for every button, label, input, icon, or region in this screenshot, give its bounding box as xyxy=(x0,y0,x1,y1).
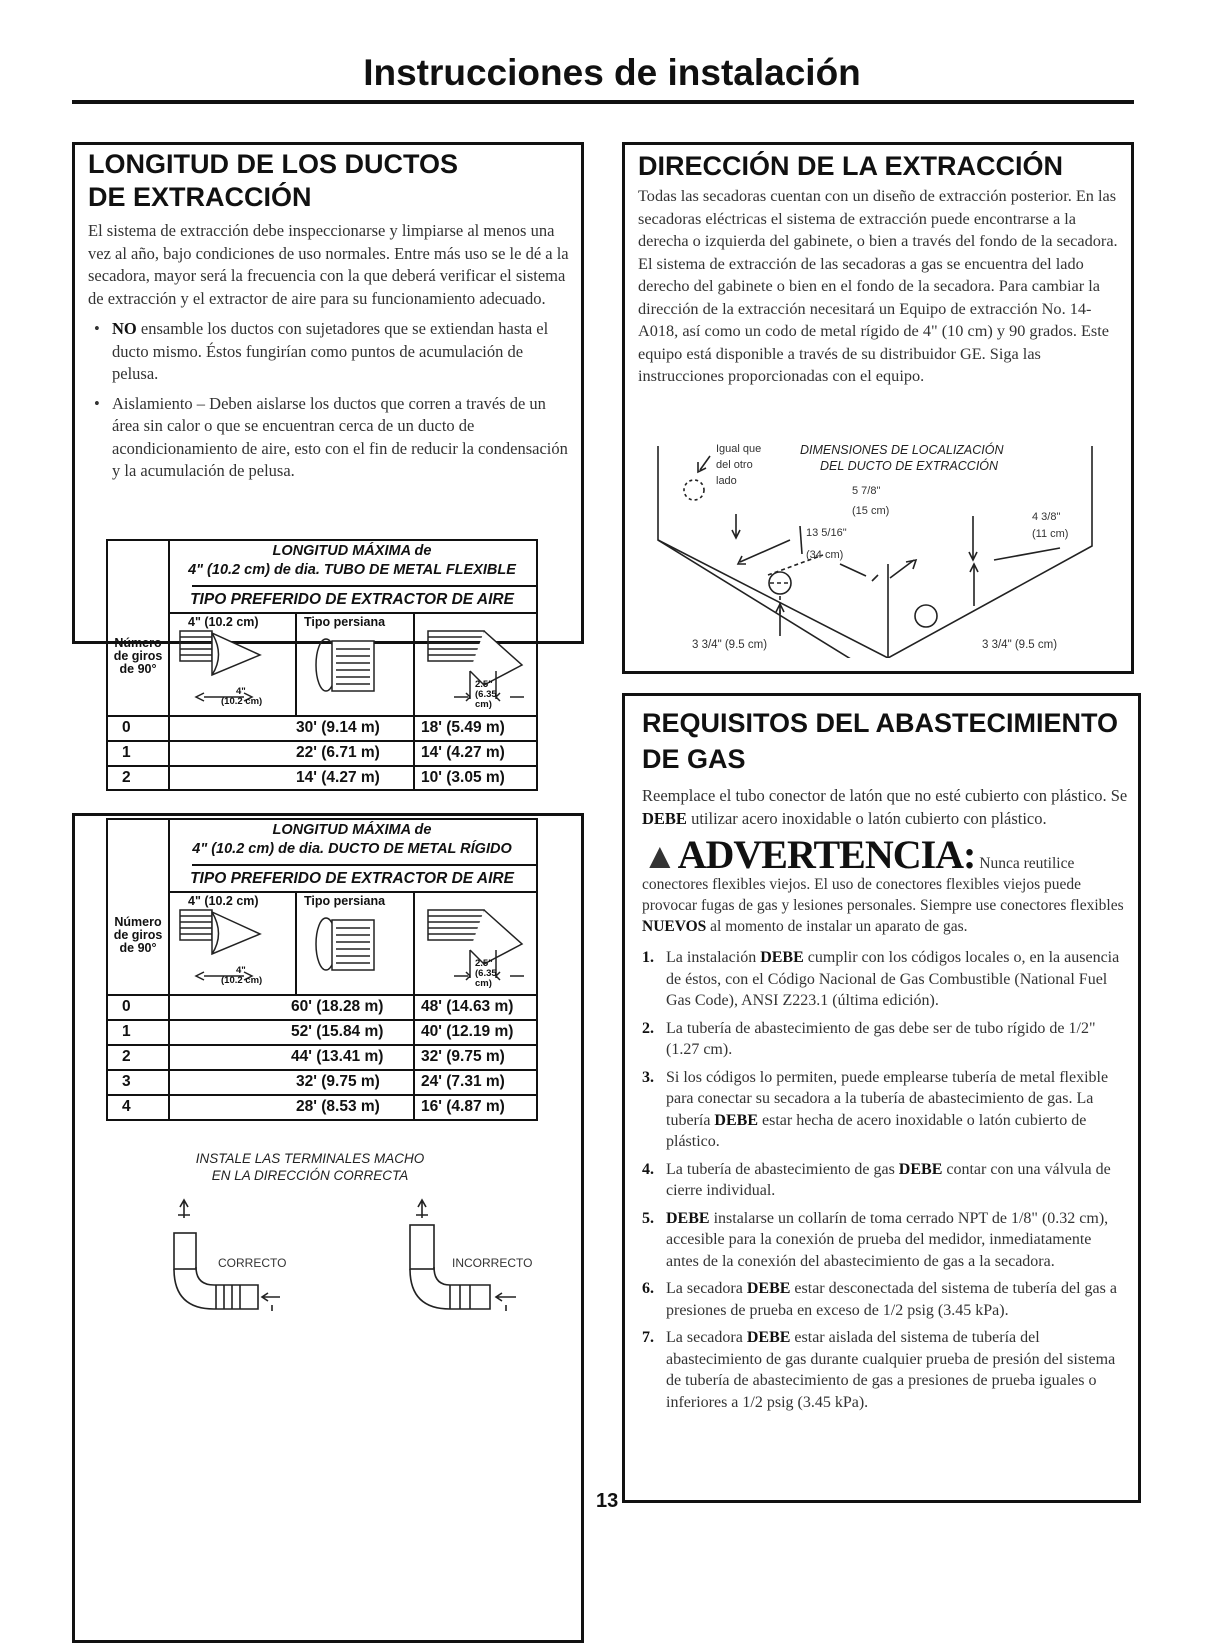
turns-count: 1 xyxy=(122,744,131,761)
table-header-line2: 4" (10.2 cm) de dia. TUBO DE METAL FLEXIBLE xyxy=(188,562,516,578)
gas-heading-line2: DE GAS xyxy=(642,744,746,774)
bullet-text: Aislamiento – Deben aislarse los ductos que corren a través de un área sin calor o que se encuentran cerca de un ducto de acondicionamiento de aire, esto con el fin de reducir la condensación y la acumulación de pelusa. xyxy=(112,393,568,480)
table-header-line3: TIPO PREFERIDO DE EXTRACTOR DE AIRE xyxy=(190,591,514,608)
turns-label: Número de giros de 90° xyxy=(113,915,163,955)
dim-label: (6.35 xyxy=(475,689,497,700)
item-number: 2. xyxy=(642,1019,654,1037)
gas-intro xyxy=(642,785,1128,830)
louvered-hood-icon xyxy=(316,918,374,970)
same-side-label-1: Igual que xyxy=(716,443,762,455)
round-hood-icon xyxy=(180,910,260,980)
warning-bold: NUEVOS xyxy=(642,918,707,935)
direccion-content xyxy=(638,150,1120,388)
dim-15-cm: (15 cm) xyxy=(852,505,890,517)
item-text: cumplir con los códigos locales o, en la ausencia de éstos, con el Código Nacional de Gas Combustible (National Fuel Gas Code), ANSI Z223.1 (última edición). xyxy=(666,949,1120,1009)
warning-text-b: al momento de instalar un aparato de gas. xyxy=(706,918,968,935)
caption-line1: INSTALE LAS TERMINALES MACHO xyxy=(195,1151,425,1166)
list-item xyxy=(88,318,573,386)
ductos-heading-line2: DE EXTRACCIÓN xyxy=(88,182,312,212)
page-title: Instrucciones de instalación xyxy=(363,52,861,93)
item-number: 4. xyxy=(642,1160,654,1178)
dim-13-5-16: 13 5/16" xyxy=(806,527,847,539)
length-round: 32' (9.75 m) xyxy=(296,1073,380,1090)
gas-intro-bold: DEBE xyxy=(642,808,687,828)
item-text: estar aislada del sistema de tubería del abastecimiento de gas durante cualquier prueba de presión del sistema de tubería de abastecimiento de gas a presiones de prueba iguales o inferiores a 1/2 psig (3.45 kPa). xyxy=(666,1329,1116,1411)
length-box: 40' (12.19 m) xyxy=(421,1023,514,1040)
dim-11-cm: (11 cm) xyxy=(1032,528,1069,540)
length-box: 18' (5.49 m) xyxy=(421,719,505,736)
turns-count: 2 xyxy=(122,1048,131,1065)
item-bold: DEBE xyxy=(746,1329,791,1346)
table-header-line3: TIPO PREFERIDO DE EXTRACTOR DE AIRE xyxy=(190,870,514,887)
table-header-line1: LONGITUD MÁXIMA de xyxy=(272,822,432,838)
length-box: 16' (4.87 m) xyxy=(421,1098,505,1115)
item-number: 1. xyxy=(642,949,654,966)
item-bold: DEBE xyxy=(666,1209,710,1227)
turns-count: 4 xyxy=(122,1098,131,1115)
gas-heading xyxy=(642,705,1128,777)
gas-requirements-list xyxy=(642,947,1128,1413)
item-number: 6. xyxy=(642,1280,654,1297)
table-header-line1: LONGITUD MÁXIMA de xyxy=(272,543,432,559)
item-bold: DEBE xyxy=(760,949,804,966)
item-number: 7. xyxy=(642,1329,654,1346)
turns-count: 1 xyxy=(122,1023,131,1040)
same-side-label-2: del otro xyxy=(716,459,753,471)
caption-line2: EN LA DIRECCIÓN CORRECTA xyxy=(211,1168,409,1183)
ductos-heading xyxy=(88,148,573,214)
turns-count: 2 xyxy=(122,769,131,786)
list-item xyxy=(642,1067,1128,1153)
col-label-round: 4" (10.2 cm) xyxy=(188,615,259,629)
item-bold: DEBE xyxy=(898,1160,943,1178)
dim-label: (6.35 xyxy=(475,968,497,979)
length-round: 30' (9.14 m) xyxy=(296,719,380,736)
length-box: 48' (14.63 m) xyxy=(421,998,514,1015)
diag-title-line1: DIMENSIONES DE LOCALIZACIÓN xyxy=(800,443,1004,457)
gas-intro-b: utilizar acero inoxidable o latón cubierto con plástico. xyxy=(686,808,1047,828)
turns-label: Número de giros de 90° xyxy=(113,636,163,676)
bullet-bold: NO xyxy=(112,319,137,338)
rigid-vent-table xyxy=(106,818,538,1121)
list-item xyxy=(642,1018,1128,1061)
list-item xyxy=(642,1327,1128,1413)
dim-label: (10.2 cm) xyxy=(221,975,263,986)
gas-heading-line1: REQUISITOS DEL ABASTECIMIENTO xyxy=(642,708,1119,738)
exhaust-location-diagram xyxy=(640,438,1126,658)
item-text: La secadora xyxy=(666,1329,747,1346)
exhaust-port-right xyxy=(915,605,937,627)
gas-warning xyxy=(642,832,1128,937)
bullet-text: ensamble los ductos con sujetadores que se extiendan hasta el ducto mismo. Éstos fungirían como puntos de acumulación de pelusa. xyxy=(112,319,549,383)
dim-label: (10.2 cm) xyxy=(221,696,263,707)
item-bold: DEBE xyxy=(746,1280,791,1297)
warning-word: ADVERTENCIA: xyxy=(677,832,976,877)
length-box: 32' (9.75 m) xyxy=(421,1048,505,1065)
item-text: La tubería de abastecimiento de gas xyxy=(666,1160,899,1178)
item-number: 5. xyxy=(642,1209,654,1227)
item-bold: DEBE xyxy=(714,1111,758,1129)
col-label-louvered: Tipo persiana xyxy=(304,894,386,908)
list-item xyxy=(642,947,1128,1012)
length-round: 44' (13.41 m) xyxy=(291,1048,384,1065)
ductos-intro: El sistema de extracción debe inspeccionarse y limpiarse al menos una vez al año, bajo condiciones de uso normales. Entre más uso se le dé a la secadora, mayor será la frecuencia con la que deberá verificar el sistema de extracción y el extractor de aire para su funcionamiento adecuado. xyxy=(88,221,569,308)
turns-count: 0 xyxy=(122,998,131,1015)
item-text: La secadora xyxy=(666,1280,747,1297)
item-text: instalarse un collarín de toma cerrado NPT de 1/8" (0.32 cm), accesible para la conexión de prueba del medidor, inmediatamente antes de la conexión del abastecimiento de gas a la secadora. xyxy=(666,1209,1109,1270)
turns-count: 3 xyxy=(122,1073,131,1090)
length-round: 60' (18.28 m) xyxy=(291,998,384,1015)
dim-label: 2.5" xyxy=(475,958,493,969)
ductos-bullets xyxy=(88,318,573,483)
direccion-heading: DIRECCIÓN DE LA EXTRACCIÓN xyxy=(638,151,1064,181)
list-item xyxy=(642,1278,1128,1321)
length-box: 10' (3.05 m) xyxy=(421,769,505,786)
dim-34-cm: (34 cm) xyxy=(806,549,844,561)
flexible-vent-table xyxy=(106,539,538,791)
list-item xyxy=(642,1159,1128,1202)
length-box: 24' (7.31 m) xyxy=(421,1073,505,1090)
col-label-round: 4" (10.2 cm) xyxy=(188,894,259,908)
warning-icon: ▲ xyxy=(642,836,678,876)
list-item xyxy=(642,1208,1128,1273)
diag-title-line2: DEL DUCTO DE EXTRACCIÓN xyxy=(820,459,999,473)
dim-label: 4" xyxy=(236,686,246,697)
dim-left-bottom: 3 3/4" (9.5 cm) xyxy=(692,639,768,651)
dim-label: cm) xyxy=(475,699,492,710)
terminals-caption xyxy=(160,1150,460,1184)
gas-content xyxy=(642,705,1128,1419)
length-round: 14' (4.27 m) xyxy=(296,769,380,786)
incorrect-label: INCORRECTO xyxy=(452,1256,533,1270)
length-box: 14' (4.27 m) xyxy=(421,744,505,761)
length-round: 52' (15.84 m) xyxy=(291,1023,384,1040)
correct-label: CORRECTO xyxy=(218,1256,287,1270)
ductos-content xyxy=(88,148,573,490)
page-number: 13 xyxy=(596,1490,619,1512)
dim-label: 4" xyxy=(236,965,246,976)
dim-label: cm) xyxy=(475,978,492,989)
length-round: 22' (6.71 m) xyxy=(296,744,380,761)
round-hood-icon xyxy=(180,631,260,701)
gas-intro-a: Reemplace el tubo conector de latón que no esté cubierto con plástico. Se xyxy=(642,786,1128,805)
warning-text-a: Nunca reutilice conectores flexibles viejos. El uso de conectores flexibles viejos puede provocar fugas de gas y lesiones personales. Siempre use conectores flexibles xyxy=(642,855,1124,914)
item-text: Si los códigos lo permiten, puede emplearse tubería de metal flexible para conectar su secadora a la tubería de abastecimiento de gas. La tubería xyxy=(666,1068,1109,1129)
item-text: contar con una válvula de cierre individual. xyxy=(666,1160,1111,1199)
item-text: La instalación xyxy=(666,949,761,966)
dim-label: 2.5" xyxy=(475,679,493,690)
dim-5-7-8: 5 7/8" xyxy=(852,485,881,497)
list-item xyxy=(88,393,573,483)
louvered-hood-icon xyxy=(316,639,374,691)
dim-right-bottom: 3 3/4" (9.5 cm) xyxy=(982,639,1058,651)
length-round: 28' (8.53 m) xyxy=(296,1098,380,1115)
turns-count: 0 xyxy=(122,719,131,736)
item-text: estar desconectada del sistema de tubería del gas a presiones de prueba en exceso de 1/2 psig (3.45 kPa). xyxy=(666,1280,1117,1319)
item-number: 3. xyxy=(642,1068,654,1086)
dim-4-3-8: 4 3/8" xyxy=(1032,511,1061,523)
item-text: La tubería de abastecimiento de gas debe ser de tubo rígido de 1/2" (1.27 cm). xyxy=(666,1019,1096,1058)
exhaust-port-side xyxy=(684,480,704,500)
item-text: estar hecha de acero inoxidable o latón cubierto de plástico. xyxy=(666,1111,1087,1150)
table-header-line2: 4" (10.2 cm) de dia. DUCTO DE METAL RÍGIDO xyxy=(192,841,512,857)
title-rule xyxy=(72,100,1134,104)
same-side-label-3: lado xyxy=(716,475,737,487)
col-label-louvered: Tipo persiana xyxy=(304,615,386,629)
ductos-heading-line1: LONGITUD DE LOS DUCTOS xyxy=(88,149,459,179)
direccion-body: Todas las secadoras cuentan con un diseño de extracción posterior. En las secadoras eléctricas el sistema de extracción puede encontrarse a la derecha o izquierda del gabinete, o bien a través del fondo de la secadora. El sistema de extracción de las secadoras a gas se encuentra del lado derecho del gabinete o bien en el fondo de la secadora. Para cambiar la dirección de la extracción necesitará un Equipo de extracción No. 14-A018, así como un codo de metal rígido de 4" (10 cm) y 90 grados. Este equipo está disponible a través de su distribuidor GE. Siga las instrucciones proporcionadas con el equipo. xyxy=(638,186,1118,385)
